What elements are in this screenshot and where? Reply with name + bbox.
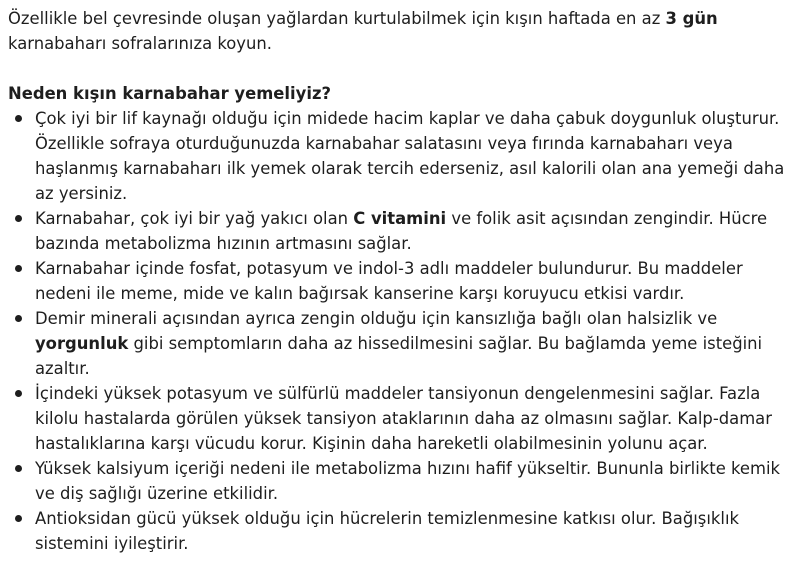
list-item-text: Demir minerali açısından ayrıca zengin olduğu için kansızlığa bağlı olan halsizlik ve <box>35 309 718 328</box>
list-item <box>8 106 801 206</box>
bullet-icon <box>15 215 22 222</box>
list-item-emphasis: yorgunluk <box>35 334 129 353</box>
list-item-text-end: ve folik asit açısından zengindir. Hücre bazında metabolizma hızının artmasını sağlar. <box>35 209 768 253</box>
list-item <box>8 306 801 381</box>
list-item <box>8 456 801 506</box>
section-heading: Neden kışın karnabahar yemeliyiz? <box>8 84 331 103</box>
list-item <box>8 256 801 306</box>
intro-emphasis: 3 gün <box>665 9 718 28</box>
list-item-text: Çok iyi bir lif kaynağı olduğu için midede hacim kaplar ve daha çabuk doygunluk oluşturur. Özellikle sofraya oturduğunuzda karnabahar salatasını veya fırında karnabaharı veya haşlanmış karnabaharı ilk yemek olarak tercih ederseniz, asıl kalorili olan ana yemeği daha az yersiniz. <box>35 109 785 203</box>
list-item-text: Karnabahar, çok iyi bir yağ yakıcı olan <box>35 209 354 228</box>
list-item-text: Yüksek kalsiyum içeriği nedeni ile metabolizma hızını hafif yükseltir. Bununla birlikte kemik ve diş sağlığı üzerine etkilidir. <box>35 459 781 503</box>
list-item-text: İçindeki yüksek potasyum ve sülfürlü maddeler tansiyonun dengelenmesini sağlar. Fazla kilolu hastalarda görülen yüksek tansiyon ataklarının daha az olmasını sağlar. Kalp-damar hastalıklarına karşı vücudu korur. Kişinin daha hareketli olabilmesinin yolunu açar. <box>35 384 772 453</box>
list-item-text: Karnabahar içinde fosfat, potasyum ve indol-3 adlı maddeler bulundurur. Bu maddeler nedeni ile meme, mide ve kalın bağırsak kanserine karşı koruyucu etkisi vardır. <box>35 259 743 303</box>
bullet-icon <box>15 265 22 272</box>
benefits-list <box>8 106 801 556</box>
list-item-text: Antioksidan gücü yüksek olduğu için hücrelerin temizlenmesine katkısı olur. Bağışıklık sistemini iyileştirir. <box>35 509 739 553</box>
list-item <box>8 206 801 256</box>
bullet-icon <box>15 465 22 472</box>
intro-text-start: Özellikle bel çevresinde oluşan yağlardan kurtulabilmek için kışın haftada en az <box>8 9 666 28</box>
list-item-text-end: gibi semptomların daha az hissedilmesini sağlar. Bu bağlamda yeme isteğini azaltır. <box>35 334 763 378</box>
bullet-icon <box>15 515 22 522</box>
list-item-emphasis: C vitamini <box>353 209 447 228</box>
bullet-icon <box>15 390 22 397</box>
intro-paragraph <box>8 6 801 56</box>
bullet-icon <box>15 315 22 322</box>
list-item <box>8 506 801 556</box>
intro-text-end: karnabaharı sofralarınıza koyun. <box>8 34 272 53</box>
bullet-icon <box>15 115 22 122</box>
list-item <box>8 381 801 456</box>
